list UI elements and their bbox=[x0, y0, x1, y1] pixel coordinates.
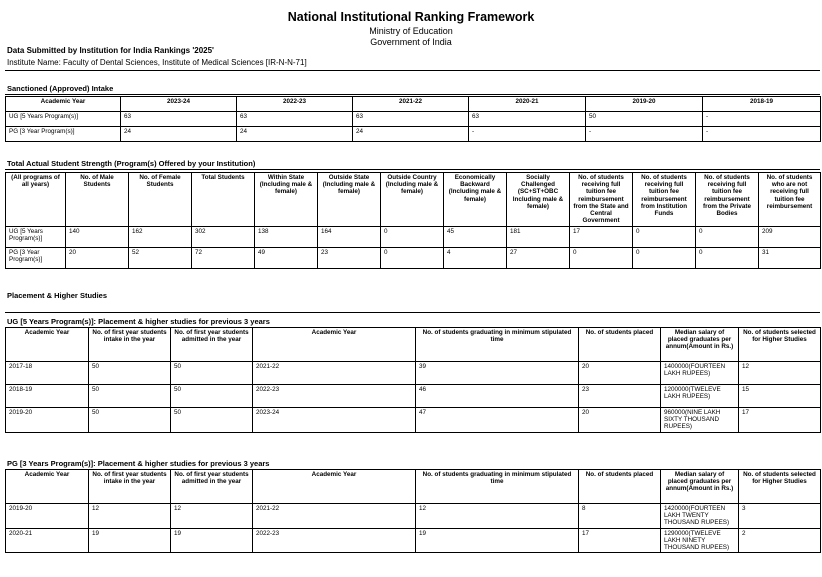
table-cell: 46 bbox=[416, 385, 579, 408]
table-cell: 15 bbox=[739, 385, 821, 408]
table-cell: 0 bbox=[696, 226, 759, 247]
table-cell: 12 bbox=[171, 504, 253, 529]
table-cell: 2018-19 bbox=[6, 385, 89, 408]
col-header: No. of first year students admitted in the year bbox=[171, 470, 253, 504]
table-cell: 19 bbox=[416, 528, 579, 553]
table-cell: 2020-21 bbox=[6, 528, 89, 553]
placement-section-title: Placement & Higher Studies bbox=[7, 291, 108, 300]
col-header: 2019-20 bbox=[586, 97, 703, 112]
submission-label: Data Submitted by Institution for India Rankings '2025' bbox=[7, 46, 214, 55]
table-cell: 50 bbox=[89, 385, 171, 408]
divider bbox=[5, 70, 820, 71]
strength-table bbox=[5, 172, 821, 269]
col-header: No. of Male Students bbox=[66, 173, 129, 227]
table-cell: 39 bbox=[416, 362, 579, 385]
col-header: (All programs of all years) bbox=[6, 173, 66, 227]
pg-placement-title: PG [3 Years Program(s)]: Placement & higher studies for previous 3 years bbox=[7, 459, 270, 468]
col-header: Outside State (Including male & female) bbox=[318, 173, 381, 227]
col-header: Median salary of placed graduates per annum(Amount in Rs.) bbox=[661, 470, 739, 504]
col-header: 2023-24 bbox=[121, 97, 237, 112]
table-cell: 0 bbox=[381, 226, 444, 247]
table-cell: 17 bbox=[570, 226, 633, 247]
divider bbox=[5, 312, 820, 313]
col-header: No. of Female Students bbox=[129, 173, 192, 227]
table-cell: 181 bbox=[507, 226, 570, 247]
table-cell: 20 bbox=[579, 408, 661, 433]
table-cell: 17 bbox=[579, 528, 661, 553]
table-cell: 1420000(FOURTEEN LAKH TWENTY THOUSAND RUPEES) bbox=[661, 504, 739, 529]
table-header-row bbox=[6, 97, 821, 112]
col-header: No. of students receiving full tuition fee reimbursement from the Private Bodies bbox=[696, 173, 759, 227]
table-cell: 1290000(TWELEVE LAKH NINETY THOUSAND RUPEES) bbox=[661, 528, 739, 553]
ministry-label: Ministry of Education bbox=[369, 26, 453, 36]
table-cell: 27 bbox=[507, 247, 570, 268]
table-cell: 164 bbox=[318, 226, 381, 247]
table-row bbox=[6, 226, 821, 247]
col-header: No. of students selected for Higher Studies bbox=[739, 470, 821, 504]
table-cell: 50 bbox=[89, 408, 171, 433]
table-cell: UG [5 Years Program(s)] bbox=[6, 226, 66, 247]
col-header: Academic Year bbox=[253, 328, 416, 362]
table-cell: 20 bbox=[579, 362, 661, 385]
table-cell: 162 bbox=[129, 226, 192, 247]
table-cell: 49 bbox=[255, 247, 318, 268]
table-cell: 4 bbox=[444, 247, 507, 268]
table-cell: 2019-20 bbox=[6, 408, 89, 433]
col-header: No. of students who are not receiving full tuition fee reimbursement bbox=[759, 173, 821, 227]
col-header: Academic Year bbox=[6, 470, 89, 504]
table-cell: 0 bbox=[633, 247, 696, 268]
col-header: No. of first year students admitted in the year bbox=[171, 328, 253, 362]
strength-section-title: Total Actual Student Strength (Program(s) Offered by your Institution) bbox=[7, 159, 256, 168]
table-header-row bbox=[6, 173, 821, 227]
col-header: No. of first year students intake in the year bbox=[89, 470, 171, 504]
col-header: No. of students receiving full tuition fee reimbursement from Institution Funds bbox=[633, 173, 696, 227]
table-row bbox=[6, 504, 821, 529]
table-cell: 2022-23 bbox=[253, 385, 416, 408]
page-title: National Institutional Ranking Framework bbox=[287, 10, 535, 24]
table-cell: 63 bbox=[237, 112, 353, 127]
col-header: No. of students graduating in minimum stipulated time bbox=[416, 470, 579, 504]
table-row bbox=[6, 362, 821, 385]
table-cell: 19 bbox=[171, 528, 253, 553]
table-cell: 12 bbox=[89, 504, 171, 529]
table-row bbox=[6, 408, 821, 433]
table-cell: 24 bbox=[353, 127, 469, 142]
col-header: Median salary of placed graduates per annum(Amount in Rs.) bbox=[661, 328, 739, 362]
table-cell: 63 bbox=[469, 112, 586, 127]
table-cell: 20 bbox=[66, 247, 129, 268]
col-header: 2018-19 bbox=[703, 97, 821, 112]
table-cell: 2022-23 bbox=[253, 528, 416, 553]
table-cell: 23 bbox=[579, 385, 661, 408]
table-cell: PG [3 Year Program(s)] bbox=[6, 127, 121, 142]
table-cell: - bbox=[586, 127, 703, 142]
col-header: Outside Country (Including male & female) bbox=[381, 173, 444, 227]
table-cell: 2021-22 bbox=[253, 504, 416, 529]
table-cell: 3 bbox=[739, 504, 821, 529]
table-row bbox=[6, 385, 821, 408]
col-header: 2022-23 bbox=[237, 97, 353, 112]
table-cell: 50 bbox=[171, 408, 253, 433]
intake-table bbox=[5, 96, 821, 142]
government-label: Government of India bbox=[370, 37, 452, 47]
table-row bbox=[6, 127, 821, 142]
table-cell: 302 bbox=[192, 226, 255, 247]
table-cell: - bbox=[469, 127, 586, 142]
col-header: Total Students bbox=[192, 173, 255, 227]
table-cell: 50 bbox=[171, 385, 253, 408]
table-cell: - bbox=[703, 112, 821, 127]
table-cell: 2 bbox=[739, 528, 821, 553]
col-header: No. of first year students intake in the year bbox=[89, 328, 171, 362]
table-cell: 12 bbox=[739, 362, 821, 385]
divider bbox=[5, 169, 820, 170]
ug-placement-title: UG [5 Years Program(s)]: Placement & higher studies for previous 3 years bbox=[7, 317, 270, 326]
pg-placement-table bbox=[5, 469, 821, 553]
table-cell: 50 bbox=[171, 362, 253, 385]
table-cell: 138 bbox=[255, 226, 318, 247]
intake-section-title: Sanctioned (Approved) Intake bbox=[7, 84, 114, 93]
table-cell: UG [5 Years Program(s)] bbox=[6, 112, 121, 127]
col-header: Academic Year bbox=[6, 328, 89, 362]
col-header: Economically Backward (Including male & female) bbox=[444, 173, 507, 227]
table-cell: 1400000(FOURTEEN LAKH RUPEES) bbox=[661, 362, 739, 385]
table-cell: 45 bbox=[444, 226, 507, 247]
table-row bbox=[6, 247, 821, 268]
table-cell: 2017-18 bbox=[6, 362, 89, 385]
table-cell: 47 bbox=[416, 408, 579, 433]
table-cell: 24 bbox=[121, 127, 237, 142]
table-header-row bbox=[6, 328, 821, 362]
table-cell: 52 bbox=[129, 247, 192, 268]
col-header: No. of students placed bbox=[579, 328, 661, 362]
col-header: 2020-21 bbox=[469, 97, 586, 112]
table-row bbox=[6, 528, 821, 553]
table-cell: 0 bbox=[633, 226, 696, 247]
divider bbox=[5, 94, 820, 95]
col-header: No. of students graduating in minimum stipulated time bbox=[416, 328, 579, 362]
table-cell: 50 bbox=[89, 362, 171, 385]
table-cell: 2023-24 bbox=[253, 408, 416, 433]
table-cell: 19 bbox=[89, 528, 171, 553]
table-header-row bbox=[6, 470, 821, 504]
institute-name: Institute Name: Faculty of Dental Sciences, Institute of Medical Sciences [IR-N-N-71] bbox=[7, 58, 307, 67]
table-cell: 209 bbox=[759, 226, 821, 247]
table-cell: 17 bbox=[739, 408, 821, 433]
table-cell: 1200000(TWELEVE LAKH RUPEES) bbox=[661, 385, 739, 408]
table-cell: 31 bbox=[759, 247, 821, 268]
col-header: No. of students selected for Higher Studies bbox=[739, 328, 821, 362]
table-cell: PG [3 Year Program(s)] bbox=[6, 247, 66, 268]
col-header: No. of students receiving full tuition fee reimbursement from the State and Central Government bbox=[570, 173, 633, 227]
table-cell: 12 bbox=[416, 504, 579, 529]
table-row bbox=[6, 112, 821, 127]
table-cell: 2019-20 bbox=[6, 504, 89, 529]
table-cell: 0 bbox=[381, 247, 444, 268]
table-cell: - bbox=[703, 127, 821, 142]
table-cell: 72 bbox=[192, 247, 255, 268]
table-cell: 960000(NINE LAKH SIXTY THOUSAND RUPEES) bbox=[661, 408, 739, 433]
col-header: No. of students placed bbox=[579, 470, 661, 504]
ug-placement-table bbox=[5, 327, 821, 433]
table-cell: 50 bbox=[586, 112, 703, 127]
col-header: 2021-22 bbox=[353, 97, 469, 112]
table-cell: 2021-22 bbox=[253, 362, 416, 385]
table-cell: 63 bbox=[353, 112, 469, 127]
col-header: Academic Year bbox=[253, 470, 416, 504]
table-cell: 24 bbox=[237, 127, 353, 142]
col-header: Academic Year bbox=[6, 97, 121, 112]
table-cell: 0 bbox=[696, 247, 759, 268]
table-cell: 0 bbox=[570, 247, 633, 268]
col-header: Socially Challenged (SC+ST+OBC Including male & female) bbox=[507, 173, 570, 227]
table-cell: 23 bbox=[318, 247, 381, 268]
table-cell: 63 bbox=[121, 112, 237, 127]
table-cell: 140 bbox=[66, 226, 129, 247]
col-header: Within State (Including male & female) bbox=[255, 173, 318, 227]
table-cell: 8 bbox=[579, 504, 661, 529]
